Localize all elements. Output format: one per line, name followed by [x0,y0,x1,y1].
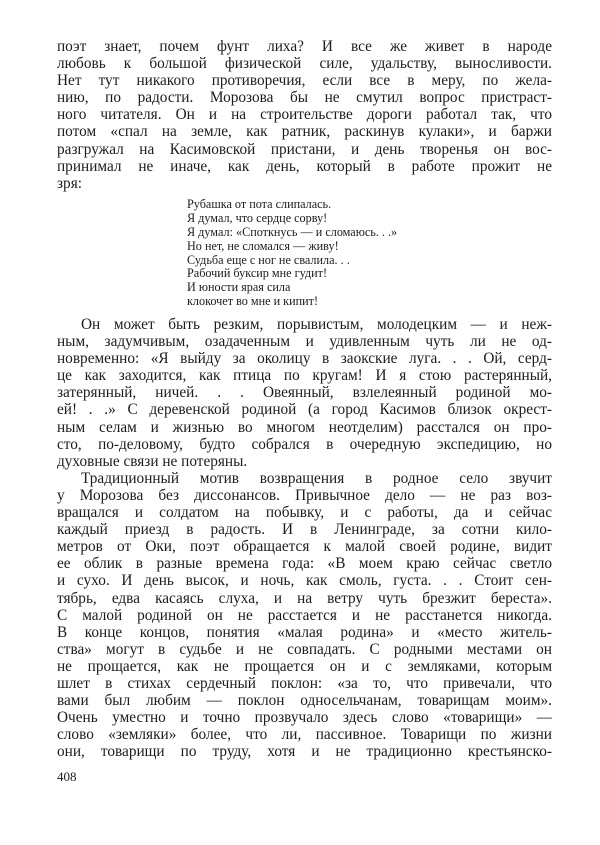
text-line: клокочет во мне и кипит! [187,294,319,309]
text-line: слово «земляки» более, что ли, пассивное. Товарищи по жизни [57,726,552,744]
text-line: тябрь, едва касаясь слуха, и на ветру чуть брезжит береста». [57,589,552,607]
page-number: 408 [57,769,77,784]
text-line: метров от Оки, поэт обращается к малой своей родине, видит [57,538,552,556]
text-line: ным селам и жизнью во многом неотделим) расстался он про- [57,418,552,436]
text-line: це как заходится, как птица по кругам! И я стою растерянный, [57,367,552,385]
text-line: ей! . .» С деревенской родиной (а город Касимов близок окрест- [57,401,552,419]
text-line: И юности ярая сила [187,280,291,295]
text-line: у Морозова без диссонансов. Привычное дело — не раз воз- [57,486,552,504]
text-line: ее облик в разные времена года: «В моем краю сейчас светло [57,555,552,573]
text-line: вами был любим — поклон односельчанам, товарищам моим». [57,692,552,710]
text-line: Я думал, что сердце сорву! [187,210,328,225]
text-line: поэт знает, почем фунт лиха? И все же живет в народе [57,38,552,55]
poem-quote [187,198,397,309]
text-line: зря: [57,174,82,192]
text-line: вращался и солдатом на побывку, и с работы, да и сейчас [57,504,552,522]
text-line: каждый приезд в радость. И в Ленинграде, за сотни кило- [57,521,552,539]
text-line: они, товарищи по труду, хотя и не традиционно крестьянско- [57,743,552,761]
text-line: шлет в стихах сердечный поклон: «за то, что привечали, что [57,674,552,692]
text-line: С малой родиной он не расстается и не расстанется никогда. [57,606,552,624]
text-line: принимал не иначе, как день, который в работе прожит не [57,157,552,175]
text-line: и сухо. И день высок, и ночь, как смоль, густа. . . Стоит сен- [57,572,552,590]
text-line: разгружал на Касимовской пристани, и день творенья он вос- [57,140,552,158]
text-line: Рубашка от пота слипалась. [187,197,332,211]
text-line: Судьба еще с ног не свалила. . . [187,252,350,267]
text-line: Рабочий буксир мне гудит! [187,266,328,281]
paragraph-1 [57,38,552,192]
text-line: Очень уместно и точно прозвучало здесь слово «товарищи» — [57,709,552,727]
text-line: ным, задумчивым, озадаченным и удивленным чуть ли не од- [57,333,552,351]
text-line: затерянный, ничей. . . Овеянный, взлелеянный родиной мо- [57,384,552,402]
text-line: ного читателя. Он и на строительстве дороги работал так, что [57,106,552,124]
text-line: любовь к большой физической силе, удальству, выносливости. [57,55,552,73]
text-line: духовные связи не потеряны. [57,452,248,470]
text-line: новременно: «Я выйду за околицу в заокские луга. . . Ой, серд- [57,350,552,368]
text-line: сто, по-деловому, будто собрался в очередную экспедицию, но [57,435,552,453]
text-line: Традиционный мотив возвращения в родное село звучит [81,469,552,487]
text-line: потом «спал на земле, как ратник, раскинув кулаки», и баржи [57,123,552,141]
paragraphs-2-3 [57,316,552,760]
text-line: В конце концов, понятия «малая родина» и «место житель- [57,623,552,641]
text-line: Нет тут никакого противоречия, если все в меру, по жела- [57,72,552,90]
text-line: Он может быть резким, порывистым, молодецким — и неж- [81,316,552,333]
text-line: нию, по радости. Морозова бы не смутил вопрос пристраст- [57,89,552,107]
text-line: не прощается, как не прощается он и с земляками, которым [57,657,552,675]
text-line: Но нет, не сломался — живу! [187,238,339,253]
text-line: Я думал: «Споткнусь — и сломаюсь. . .» [187,224,398,239]
text-line: ства» могут в судьбе и не совпадать. С родными местами он [57,640,552,658]
